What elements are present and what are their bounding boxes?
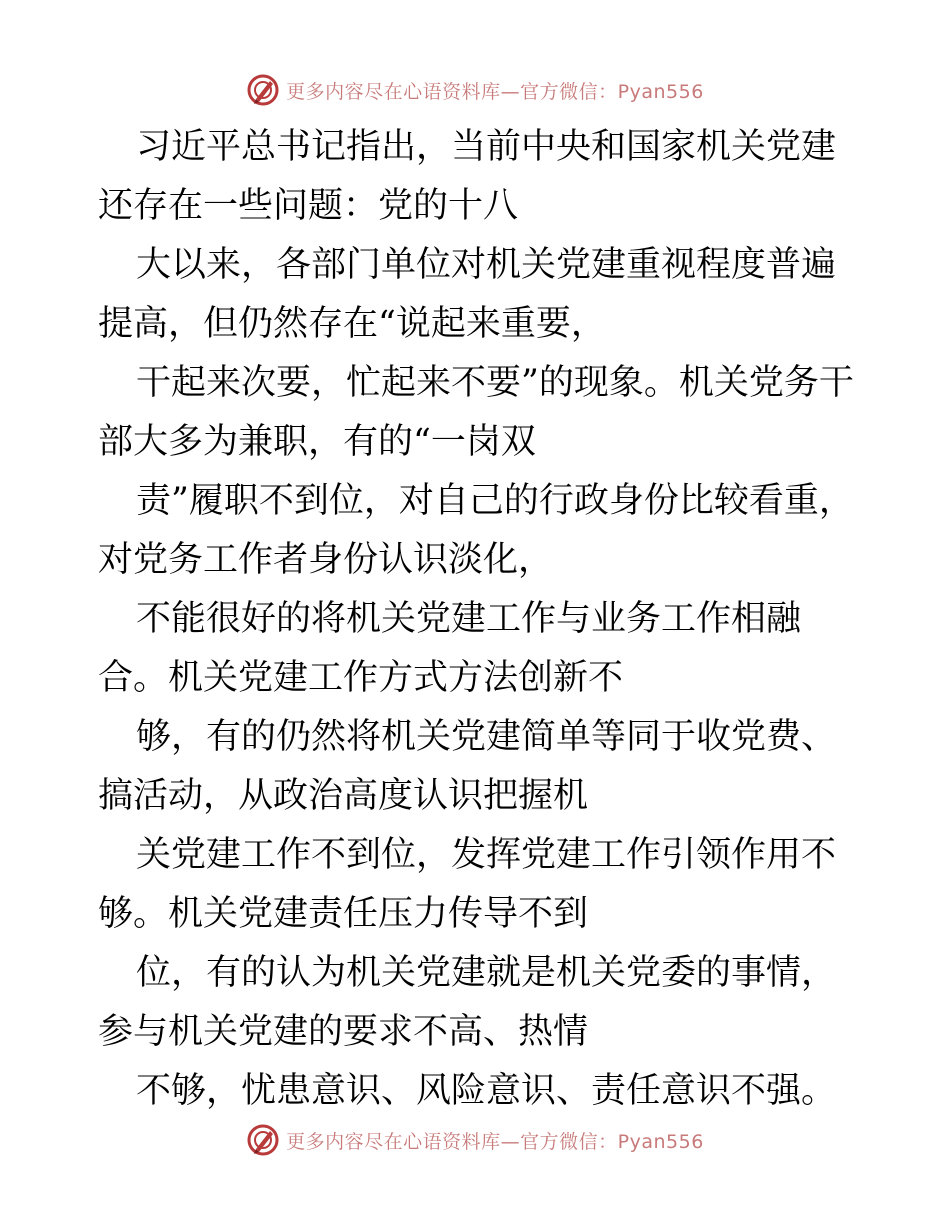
paragraph-8: 位，有的认为机关党建就是机关党委的事情，参与机关党建的要求不高、热情	[98, 953, 837, 1052]
footer-banner	[0, 1120, 950, 1160]
paragraph-2: 大以来，各部门单位对机关党建重视程度普遍提高，但仍然存在“说起来重要，	[98, 245, 837, 344]
footer-dash: —	[500, 1130, 521, 1153]
paragraph-3: 干起来次要，忙起来不要”的现象。机关党务干部大多为兼职，有的“一岗双	[98, 363, 854, 462]
header-dash: —	[500, 80, 521, 103]
header-wechat-text: 官方微信：Pyan556	[520, 80, 704, 103]
paragraph-7: 关党建工作不到位，发挥党建工作引领作用不够。机关党建责任压力传导不到	[98, 835, 837, 934]
pen-logo-icon	[246, 1123, 280, 1157]
paragraph-4: 责”履职不到位，对自己的行政身份比较看重，对党务工作者身份认识淡化，	[98, 481, 854, 580]
footer-wechat-text: 官方微信：Pyan556	[520, 1130, 704, 1153]
paragraph-9: 不够，忧患意识、风险意识、责任意识不强。	[136, 1071, 837, 1111]
header-banner-text	[286, 77, 704, 104]
footer-banner-text	[286, 1127, 704, 1154]
footer-site-text: 更多内容尽在心语资料库	[286, 1130, 501, 1153]
header-site-text: 更多内容尽在心语资料库	[286, 80, 501, 103]
paragraph-1: 习近平总书记指出，当前中央和国家机关党建还存在一些问题：党的十八	[98, 127, 837, 226]
header-banner	[0, 70, 950, 110]
paragraph-6: 够，有的仍然将机关党建简单等同于收党费、搞活动，从政治高度认识把握机	[98, 717, 837, 816]
document-body	[98, 118, 858, 1121]
paragraph-5: 不能很好的将机关党建工作与业务工作相融合。机关党建工作方式方法创新不	[98, 599, 802, 698]
pen-logo-icon	[246, 73, 280, 107]
